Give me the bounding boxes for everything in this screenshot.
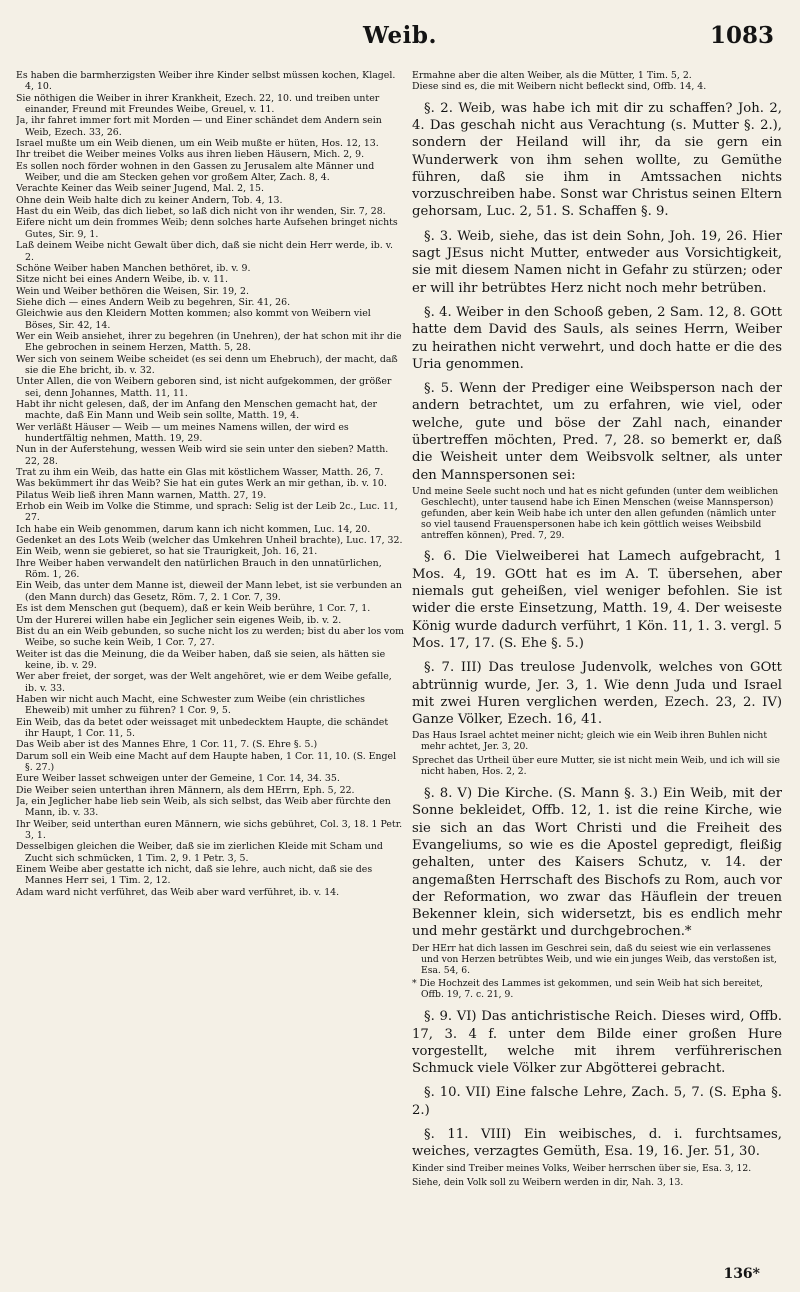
- verse-entry: Ja, ihr fahret immer fort mit Morden — und Einer schändet dem Andern sein Weib, Ezech. 33, 26.: [16, 115, 382, 138]
- verse-entry: Erhob ein Weib im Volke die Stimme, und sprach: Selig ist der Leib 2c., Luc. 11, 27.: [16, 501, 398, 524]
- verse-entry: Israel mußte um ein Weib dienen, um ein Weib mußte er hüten, Hos. 12, 13.: [16, 138, 379, 150]
- commentary-paragraph: §. 3. Weib, siehe, das ist dein Sohn, Joh. 19, 26. Hier sagt JEsus nicht Mutter, entweder aus Vorsichtigkeit, sie mit diesem Namen nicht in Gefahr zu stürzen; oder er will ihr betrübtes Herz nicht noch mehr betrüben.: [412, 228, 782, 296]
- verse-entry: Ihr treibet die Weiber meines Volks aus ihren lieben Häusern, Mich. 2, 9.: [16, 149, 365, 161]
- verse-entry: Es sollen noch förder wohnen in den Gassen zu Jerusalem alte Männer und Weiber, und die am Stecken gehen vor großem Alter, Zach. 8, 4.: [16, 160, 375, 184]
- commentary-paragraph: §. 10. VII) Eine falsche Lehre, Zach. 5, 7. (S. Epha §. 2.): [412, 1085, 782, 1118]
- verse-entry: Hast du ein Weib, das dich liebet, so laß dich nicht von ihr wenden, Sir. 7, 28.: [16, 206, 386, 218]
- verse-entry: Ihr Weiber, seid unterthan euren Männern, wie sichs gebühret, Col. 3, 18. 1 Petr. 3, 1.: [16, 818, 403, 842]
- verse-entry: Wein und Weiber bethören die Weisen, Sir. 19, 2.: [16, 285, 249, 297]
- verse-entry: Wer aber freiet, der sorget, was der Welt angehöret, wie er dem Weibe gefalle, ib. v. 33.: [16, 671, 392, 694]
- verse-entry: Ohne dein Weib halte dich zu keiner Andern, Tob. 4, 13.: [16, 194, 283, 206]
- commentary-paragraph: §. 2. Weib, was habe ich mit dir zu schaffen? Joh. 2, 4. Das geschah nicht aus Verachtung (s. Mutter §. 2.), sondern der Heiland will ihr, da sie gern ein Wunderwerk von ihm sehen wollte, zu Gemüthe führen, daß sie ihm in Amtssachen nichts vorzuschreiben habe. Sonst war Christus seinen Eltern gehorsam, Luc. 2, 51. S. Schaffen §. 9.: [412, 100, 782, 220]
- verse-entry: Desselbigen gleichen die Weiber, daß sie im zierlichen Kleide mit Scham und Zucht sich schmücken, 1 Tim. 2, 9. 1 Petr. 3, 5.: [16, 841, 383, 864]
- verse-entry: Ich habe ein Weib genommen, darum kann ich nicht kommen, Luc. 14, 20.: [16, 523, 371, 535]
- commentary-paragraph: §. 5. Wenn der Prediger eine Weibsperson nach der andern betrachtet, um zu erfahren, wie viel, oder welche, gute und böse der Zahl nach, einander übertreffen möchten, Pred. 7, 28. so bemerkt er, daß die Weisheit unter dem Weibsvolk seltner, als unter den Mannspersonen sei:: [412, 381, 782, 483]
- verse-entry: Um der Hurerei willen habe ein Jeglicher sein eigenes Weib, ib. v. 2.: [16, 614, 342, 626]
- verse-entry: Eifere nicht um dein frommes Weib; denn solches harte Aufsehen bringet nichts Gutes, Sir. 9, 1.: [16, 217, 398, 240]
- verse-entry: Eure Weiber lasset schweigen unter der Gemeine, 1 Cor. 14, 34. 35.: [16, 773, 340, 785]
- verse-entry: Wer verläßt Häuser — Weib — um meines Namens willen, der wird es hundertfältig nehmen, Matth. 19, 29.: [16, 421, 349, 444]
- verse-entry: Trat zu ihm ein Weib, das hatte ein Glas mit köstlichem Wasser, Matth. 26, 7.: [16, 467, 384, 479]
- commentary-paragraph: §. 8. V) Die Kirche. (S. Mann §. 3.) Ein Weib, mit der Sonne bekleidet, Offb. 12, 1. ist die reine Kirche, wie sie sich an das Wort Christi und die Freiheit des Evangeliums, so wie es die Apostel gepredigt, fleißig gehalten, unter des Kaisers Schutz, v. 14. der angemaßten Herrschaft des Bischofs zu Rom, auch vor der Reformation, wo zwar das Häuflein der treuen Bekenner klein, sich widersetzt, bis es endlich mehr und mehr gestärkt und durchgebrochen.*: [412, 786, 782, 940]
- verse-entry: Siehe, dein Volk soll zu Weibern werden in dir, Nah. 3, 13.: [412, 1176, 684, 1188]
- commentary-paragraph: §. 7. III) Das treulose Judenvolk, welches von GOtt abtrünnig wurde, Jer. 3, 1. Wie denn Juda und Israel mit zwei Huren verglichen werden, Ezech. 23, 2. IV) Ganze Völker, Ezech. 16, 41.: [412, 660, 782, 728]
- verse-entry: Nun in der Auferstehung, wessen Weib wird sie sein unter den sieben? Matth. 22, 28.: [16, 444, 389, 467]
- verse-entry: Sprechet das Urtheil über eure Mutter, sie ist nicht mein Weib, und ich will sie nicht haben, Hos. 2, 2.: [412, 755, 780, 778]
- verse-entry: Es haben die barmherzigsten Weiber ihre Kinder selbst müssen kochen, Klagel. 4, 10.: [16, 70, 396, 93]
- verse-entry: Der HErr hat dich lassen im Geschrei sein, daß du seiest wie ein verlassenes und von Herzen betrübtes Weib, und wie ein junges Weib, das verstoßen ist, Esa. 54, 6.: [412, 942, 777, 976]
- verse-entry: Einem Weibe aber gestatte ich nicht, daß sie lehre, auch nicht, daß sie des Mannes Herr sei, 1 Tim. 2, 12.: [16, 864, 373, 887]
- verse-entry: Was bekümmert ihr das Weib? Sie hat ein gutes Werk an mir gethan, ib. v. 10.: [16, 478, 387, 490]
- verse-entry: Wer ein Weib ansiehet, ihrer zu begehren (in Unehren), der hat schon mit ihr die Ehe gebrochen in seinem Herzen, Matth. 5, 28.: [16, 330, 402, 354]
- verse-entry: Sie nöthigen die Weiber in ihrer Krankheit, Ezech. 22, 10. und treiben unter einander, Freund mit Freundes Weibe, Greuel, v. 11.: [16, 92, 380, 116]
- verse-entry: Ein Weib, wenn sie gebieret, so hat sie Traurigkeit, Joh. 16, 21.: [16, 546, 318, 558]
- verse-entry: Gedenket an des Lots Weib (welcher das Umkehren Unheil brachte), Luc. 17, 32.: [16, 535, 403, 547]
- verse-entry: Diese sind es, die mit Weibern nicht befleckt sind, Offb. 14, 4.: [412, 81, 707, 93]
- verse-entry: Haben wir nicht auch Macht, eine Schwester zum Weibe (ein christliches Eheweib) mit umher zu führen? 1 Cor. 9, 5.: [16, 693, 365, 717]
- verse-entry: Ihre Weiber haben verwandelt den natürlichen Brauch in den unnatürlichen, Röm. 1, 26.: [16, 557, 382, 581]
- verse-entry: Das Weib aber ist des Mannes Ehre, 1 Cor. 11, 7. (S. Ehre §. 5.): [16, 739, 318, 751]
- verse-entry: Ja, ein Jeglicher habe lieb sein Weib, als sich selbst, das Weib aber fürchte den Mann, ib. v. 33.: [16, 796, 391, 819]
- commentary-paragraph: §. 4. Weiber in den Schooß geben, 2 Sam. 12, 8. GOtt hatte dem David des Sauls, als seines Herrn, Weiber zu heirathen nicht verwehrt, und doch hatte er die des Uria genommen.: [412, 304, 782, 372]
- verse-entry: Adam ward nicht verführet, das Weib aber ward verführet, ib. v. 14.: [16, 886, 340, 898]
- verse-entry: * Die Hochzeit des Lammes ist gekommen, und sein Weib hat sich bereitet, Offb. 19, 7. c. 21, 9.: [412, 978, 763, 1001]
- verse-entry: Verachte Keiner das Weib seiner Jugend, Mal. 2, 15.: [16, 183, 264, 195]
- printer-signature: 136*: [723, 1266, 760, 1282]
- right-column: [412, 70, 782, 1265]
- commentary-paragraph: §. 11. VIII) Ein weibisches, d. i. furchtsames, weiches, verzagtes Gemüth, Esa. 19, 16. Jer. 51, 30.: [412, 1127, 782, 1160]
- verse-entry: Gleichwie aus den Kleidern Motten kommen; also kommt von Weibern viel Böses, Sir. 42, 14.: [16, 308, 371, 331]
- left-column: [16, 70, 404, 1265]
- verse-entry: Pilatus Weib ließ ihren Mann warnen, Matth. 27, 19.: [16, 489, 267, 501]
- verse-entry: Ermahne aber die alten Weiber, als die Mütter, 1 Tim. 5, 2.: [412, 70, 692, 81]
- commentary-paragraph: §. 9. VI) Das antichristische Reich. Dieses wird, Offb. 17, 3. 4 f. unter dem Bilde einer großen Hure vorgestellt, welche mit ihrem verführerischen Schmuck viele Völker zur Abgötterei gebracht.: [412, 1009, 782, 1077]
- verse-entry: Es ist dem Menschen gut (bequem), daß er kein Weib berühre, 1 Cor. 7, 1.: [16, 603, 371, 615]
- commentary-paragraph: §. 6. Die Vielweiberei hat Lamech aufgebracht, 1 Mos. 4, 19. GOtt hat es im A. T. übersehen, aber niemals gut geheißen, viel weniger befohlen. Sie ist wider die erste Einsetzung, Matth. 19, 4. Der weiseste König wurde dadurch verführt, 1 Kön. 11, 1. 3. vergl. 5 Mos. 17, 17. (S. Ehe §. 5.): [412, 549, 782, 651]
- verse-entry: Ein Weib, das unter dem Manne ist, dieweil der Mann lebet, ist sie verbunden an (den Mann durch) das Gesetz, Röm. 7, 2. 1 Cor. 7, 39.: [16, 580, 402, 603]
- verse-entry: Sitze nicht bei eines Andern Weibe, ib. v. 11.: [16, 274, 228, 286]
- page-title: Weib.: [363, 22, 437, 49]
- verse-entry: Habt ihr nicht gelesen, daß, der im Anfang den Menschen gemacht hat, der machte, daß Ein Mann und Weib sein sollte, Matth. 19, 4.: [16, 398, 377, 422]
- verse-entry: Weiter ist das die Meinung, die da Weiber haben, daß sie seien, als hätten sie keine, ib. v. 29.: [16, 648, 386, 671]
- verse-entry: Die Weiber seien unterthan ihren Männern, als dem HErrn, Eph. 5, 22.: [16, 784, 355, 796]
- verse-entry: Schöne Weiber haben Manchen bethöret, ib. v. 9.: [16, 262, 251, 274]
- verse-entry: Darum soll ein Weib eine Macht auf dem Haupte haben, 1 Cor. 11, 10. (S. Engel §. 27.): [16, 750, 397, 773]
- verse-entry: Und meine Seele sucht noch und hat es nicht gefunden (unter dem weiblichen Geschlecht), unter tausend habe ich Einen Menschen (weise Mannsperson) gefunden, aber kein Weib habe ich unter den allen gefunden (nämlich unter so viel tausend Frauenspersonen habe ich kein göttlich weises Weibsbild antreffen können), Pred. 7, 29.: [412, 485, 779, 541]
- verse-entry: Das Haus Israel achtet meiner nicht; gleich wie ein Weib ihren Buhlen nicht mehr achtet, Jer. 3, 20.: [412, 730, 768, 753]
- verse-entry: Kinder sind Treiber meines Volks, Weiber herrschen über sie, Esa. 3, 12.: [412, 1162, 752, 1174]
- verse-entry: Unter Allen, die von Weibern geboren sind, ist nicht aufgekommen, der größer sei, denn Johannes, Matth. 11, 11.: [16, 376, 392, 399]
- verse-entry: Ein Weib, das da betet oder weissaget mit unbedecktem Haupte, die schändet ihr Haupt, 1 Cor. 11, 5.: [16, 716, 389, 739]
- verse-entry: Bist du an ein Weib gebunden, so suche nicht los zu werden; bist du aber los vom Weibe, so suche kein Weib, 1 Cor. 7, 27.: [16, 625, 404, 649]
- verse-entry: Laß deinem Weibe nicht Gewalt über dich, daß sie nicht dein Herr werde, ib. v. 2.: [16, 240, 393, 263]
- verse-entry: Wer sich von seinem Weibe scheidet (es sei denn um Ehebruch), der macht, daß sie die Ehe bricht, ib. v. 32.: [16, 353, 398, 376]
- verse-entry: Siehe dich — eines Andern Weib zu begehren, Sir. 41, 26.: [16, 296, 291, 308]
- page-number: 1083: [709, 22, 774, 49]
